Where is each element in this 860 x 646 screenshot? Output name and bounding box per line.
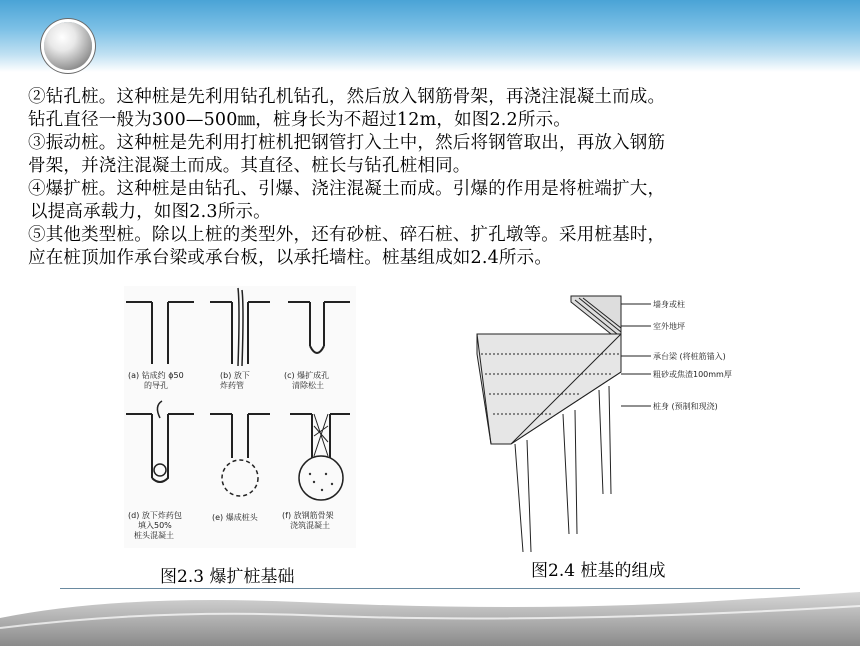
label-wall: 墙身或柱 xyxy=(653,300,685,309)
step-d-label-line1: (d) 放下炸药包 xyxy=(128,511,182,520)
label-sand-layer: 粗砂或焦渣100mm厚 xyxy=(653,370,732,379)
paragraph-vibrated-pile-line2: 骨架，并浇注混凝土而成。其直径、桩长与钻孔桩相同。 xyxy=(28,156,471,176)
label-pile-body: 桩身 (预制和现浇) xyxy=(653,402,718,411)
paragraph-other-pile-line2: 应在桩顶加作承台梁或承台板，以承托墙柱。桩基组成如2.4所示。 xyxy=(28,248,553,268)
step-d-label-line2: 填入50% xyxy=(138,521,172,530)
paragraph-blast-pile-line2: 以提高承载力，如图2.3所示。 xyxy=(30,202,271,222)
header-band xyxy=(0,0,860,72)
step-f-label-line2: 浇筑混凝土 xyxy=(290,521,330,530)
label-capping-beam: 承台梁 (将桩筋锚入) xyxy=(653,352,726,361)
step-b-label-line2: 炸药管 xyxy=(220,381,244,390)
figure-blast-pile-steps xyxy=(124,286,356,548)
paragraph-drilled-pile-line1: ②钻孔桩。这种桩是先利用钻孔机钻孔，然后放入钢筋骨架，再浇注混凝土而成。 xyxy=(28,87,666,107)
paragraph-blast-pile-line1: ④爆扩桩。这种桩是由钻孔、引爆、浇注混凝土而成。引爆的作用是将桩端扩大， xyxy=(28,179,666,199)
step-b-label-line1: (b) 放下 xyxy=(220,371,250,380)
step-d-label-line3: 桩头混凝土 xyxy=(134,531,174,540)
figure-23-caption: 图2.3 爆扩桩基础 xyxy=(160,567,295,587)
step-e-label: (e) 爆成桩头 xyxy=(212,513,258,522)
step-f-label-line1: (f) 放钢筋骨架 xyxy=(282,511,334,520)
figure-pile-foundation xyxy=(471,294,741,552)
paragraph-drilled-pile-line2: 钻孔直径一般为300—500㎜，桩身长为不超过12m，如图2.2所示。 xyxy=(28,110,571,130)
footer-wave xyxy=(0,588,860,646)
footer-band xyxy=(0,588,860,646)
blast-pile-diagram xyxy=(124,286,356,548)
step-a-label-line2: 的导孔 xyxy=(144,381,168,390)
step-a-label-line1: (a) 钻成约 ϕ50 xyxy=(128,371,184,380)
sphere-icon xyxy=(44,22,92,70)
paragraph-vibrated-pile-line1: ③振动桩。这种桩是先利用打桩机把钢管打入土中，然后将钢管取出，再放入钢筋 xyxy=(28,133,666,153)
step-c-label-line2: 清除松土 xyxy=(292,381,324,390)
paragraph-other-pile-line1: ⑤其他类型桩。除以上桩的类型外，还有砂桩、碎石桩、扩孔墩等。采用桩基时， xyxy=(28,225,666,245)
pile-foundation-diagram xyxy=(471,294,741,552)
slide-body xyxy=(28,86,828,270)
figure-24-caption: 图2.4 桩基的组成 xyxy=(531,561,666,581)
step-c-label-line1: (c) 爆扩成孔 xyxy=(284,371,330,380)
label-outdoor-ground: 室外地坪 xyxy=(653,322,685,331)
